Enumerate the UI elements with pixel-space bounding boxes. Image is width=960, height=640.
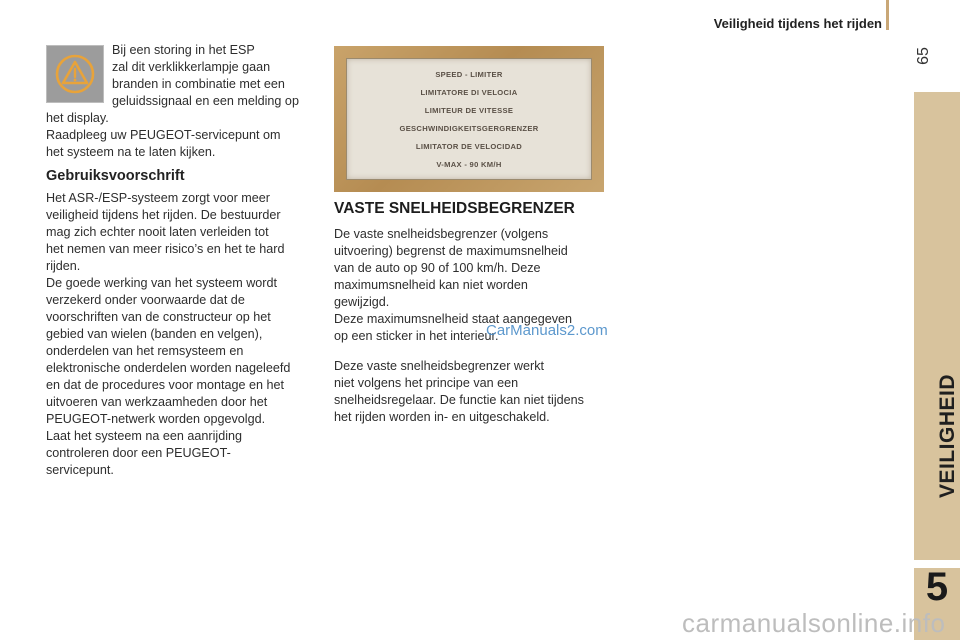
limiter-body-text-2 [334, 358, 584, 426]
header-divider [886, 0, 889, 30]
page-number: 65 [915, 47, 932, 65]
text-line: De goede werking van het systeem wordt [46, 276, 278, 290]
text-line: PEUGEOT-netwerk worden opgevolgd. [46, 412, 266, 426]
warning-text-continuation [46, 110, 281, 161]
warning-text-block [112, 42, 299, 110]
sticker-line: GESCHWINDIGKEITSGERGRENZER [399, 124, 539, 133]
sticker-line: LIMITEUR DE VITESSE [424, 106, 514, 115]
text-line: rijden. [46, 259, 81, 273]
text-line: uitvoering) begrenst de maximumsnelheid [334, 244, 568, 258]
page-header-title: Veiligheid tijdens het rijden [713, 16, 882, 31]
text-line: verzekerd onder voorwaarde dat de [46, 293, 245, 307]
sticker-line: LIMITATORE DI VELOCIA [420, 88, 518, 97]
text-line: en dat de procedures voor montage en het [46, 378, 285, 392]
text-line: gewijzigd. [334, 295, 390, 309]
text-line: onderdelen van het remsysteem en [46, 344, 244, 358]
text-line: mag zich echter nooit laten verleiden tot [46, 225, 269, 239]
usage-body-text [46, 190, 290, 479]
sticker-line: V-MAX - 90 KM/H [436, 160, 502, 169]
section-heading-gebruiksvoorschrift: Gebruiksvoorschrift [46, 168, 185, 184]
text-line: elektronische onderdelen worden nageleefd [46, 361, 291, 375]
text-line: Raadpleeg uw PEUGEOT-servicepunt om [46, 128, 281, 142]
text-line: het display. [46, 111, 109, 125]
sticker-line: LIMITATOR DE VELOCIDAD [415, 142, 523, 151]
text-line: Laat het systeem na een aanrijding [46, 429, 243, 443]
text-line: Deze vaste snelheidsbegrenzer werkt [334, 359, 545, 373]
text-line: Het ASR-/ESP-systeem zorgt voor meer [46, 191, 270, 205]
text-line: niet volgens het principe van een [334, 376, 519, 390]
warning-triangle-icon [46, 45, 104, 103]
chapter-title: VEILIGHEID [936, 373, 959, 498]
text-line: controleren door een PEUGEOT- [46, 446, 231, 460]
carmanuals-watermark[interactable]: CarManuals2.com [486, 322, 608, 339]
text-line: uitvoeren van werkzaamheden door het [46, 395, 268, 409]
text-line: het systeem na te laten kijken. [46, 145, 216, 159]
speed-limiter-sticker-photo [334, 46, 604, 192]
text-line: geluidssignaal en een melding op [112, 94, 299, 108]
text-line: het rijden worden in- en uitgeschakeld. [334, 410, 550, 424]
text-line: Bij een storing in het ESP [112, 43, 255, 57]
text-line: het nemen van meer risico’s en het te hard [46, 242, 285, 256]
text-line: voorschriften van de constructeur op het [46, 310, 271, 324]
text-line: op een sticker in het interieur. [334, 329, 499, 343]
text-line: snelheidsregelaar. De functie kan niet tijdens [334, 393, 584, 407]
text-line: De vaste snelheidsbegrenzer (volgens [334, 227, 549, 241]
text-line: Deze maximumsnelheid staat aangegeven [334, 312, 573, 326]
text-line: servicepunt. [46, 463, 114, 477]
speed-limiter-sticker [346, 58, 592, 180]
text-line: van de auto op 90 of 100 km/h. Deze [334, 261, 541, 275]
text-line: gebied van wielen (banden en velgen), [46, 327, 263, 341]
text-line: zal dit verklikkerlampje gaan [112, 60, 271, 74]
text-line: veiligheid tijdens het rijden. De bestuurder [46, 208, 281, 222]
section-heading-vaste-snelheidsbegrenzer: VASTE SNELHEIDSBEGRENZER [334, 200, 575, 217]
footer-watermark[interactable]: carmanualsonline.info [682, 608, 946, 638]
chapter-number: 5 [925, 565, 949, 609]
sticker-line: SPEED - LIMITER [435, 70, 503, 79]
text-line: branden in combinatie met een [112, 77, 285, 91]
text-line: maximumsnelheid kan niet worden [334, 278, 528, 292]
